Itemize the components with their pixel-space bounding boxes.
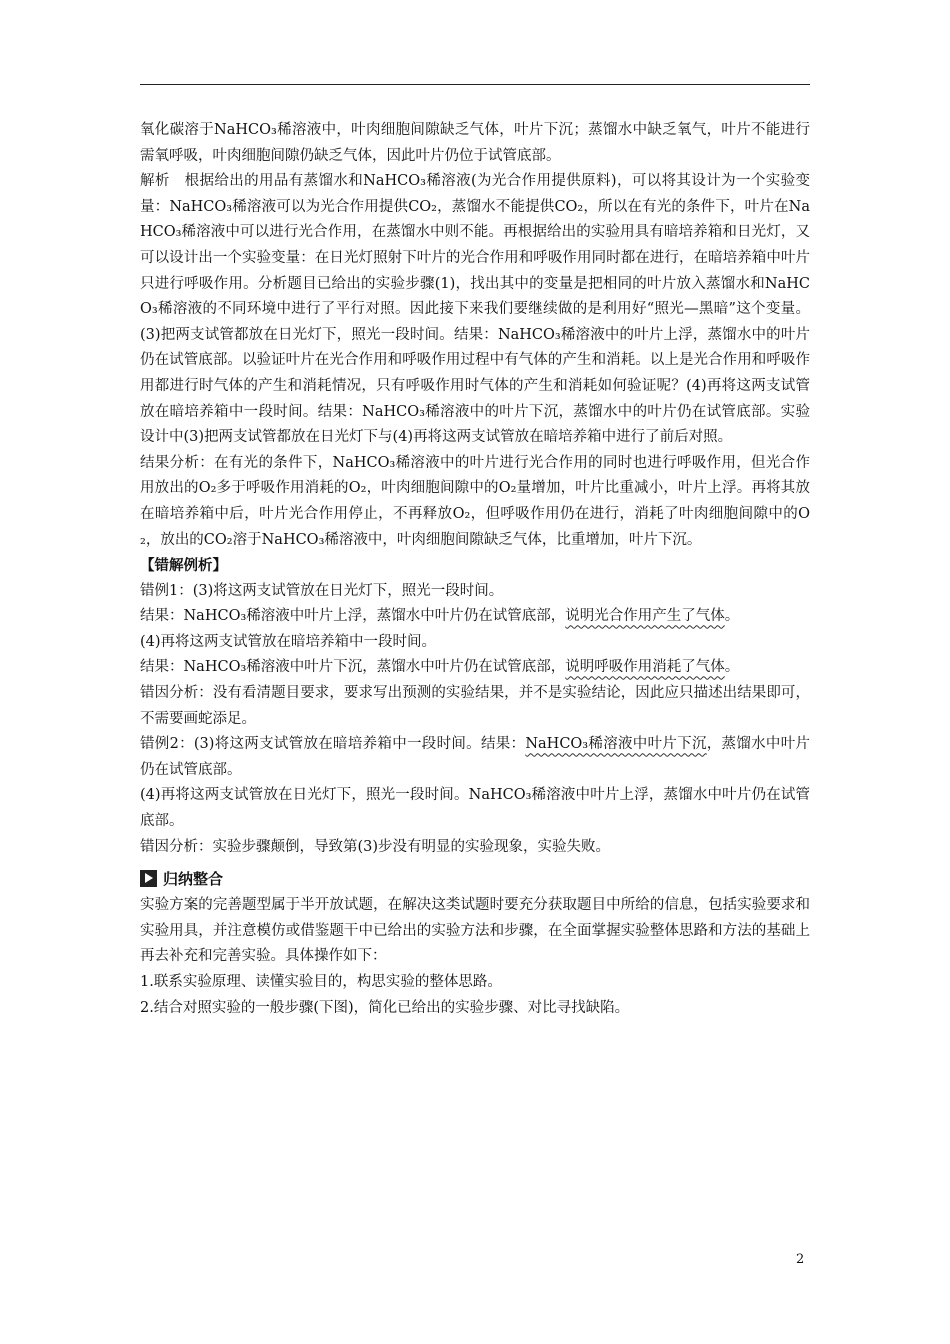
error-example-1-result-2 (140, 655, 810, 681)
example-text: 错例2：(3)将这两支试管放在暗培养箱中一段时间。结果： (140, 736, 526, 753)
answer-continuation: 氧化碳溶于NaHCO₃稀溶液中，叶肉细胞间隙缺乏气体，叶片下沉；蒸馏水中缺乏氧气，叶片不能进行需氧呼吸，叶肉细胞间隙仍缺乏气体，因此叶片仍位于试管底部。 (140, 122, 810, 164)
error-example-2-step4: (4)再将这两支试管放在日光灯下，照光一段时间。NaHCO₃稀溶液中叶片上浮，蒸馏水中叶片仍在试管底部。 (140, 787, 810, 830)
header-rule (140, 84, 810, 85)
analysis-paragraph: 解析 根据给出的用品有蒸馏水和NaHCO₃稀溶液(为光合作用提供原料)，可以将其设计为一个实验变量：NaHCO₃稀溶液可以为光合作用提供CO₂，蒸馏水不能提供CO₂，所以在有光的条件下，叶片在NaHCO₃稀溶液中可以进行光合作用，在蒸馏水中则不能。再根据给出的实验用具有暗培养箱和日光灯，又可以设计出一个实验变量：在日光灯照射下叶片的光合作用和呼吸作用同时都在进行，在暗培养箱中叶片只进行呼吸作用。分析题目已给出的实验步骤(1)，找出其中的变量是把相同的叶片放入蒸馏水和NaHCO₃稀溶液的不同环境中进行了平行对照。因此接下来我们要继续做的是利用好“照光—黑暗”这个变量。(3)把两支试管都放在日光灯下，照光一段时间。结果：NaHCO₃稀溶液中的叶片上浮，蒸馏水中的叶片仍在试管底部。以验证叶片在光合作用和呼吸作用过程中有气体的产生和消耗。以上是光合作用和呼吸作用都进行时气体的产生和消耗情况，只有呼吸作用时气体的产生和消耗如何验证呢？(4)再将这两支试管放在暗培养箱中一段时间。结果：NaHCO₃稀溶液中的叶片下沉，蒸馏水中的叶片仍在试管底部。实验设计中(3)把两支试管都放在日光灯下与(4)再将这两支试管放在暗培养箱中进行了前后对照。 (140, 173, 810, 446)
error-example-1-step4: (4)再将这两支试管放在暗培养箱中一段时间。 (140, 633, 437, 650)
error-example-1: 错例1：(3)将这两支试管放在日光灯下，照光一段时间。 (140, 582, 504, 599)
wavy-underlined-result: NaHCO₃稀溶液中叶片下沉 (525, 736, 707, 753)
error-example-2 (140, 732, 810, 783)
wavy-underlined-conclusion: 说明呼吸作用消耗了气体 (565, 659, 725, 676)
result-end: 。 (724, 659, 740, 676)
result-end: 。 (724, 608, 740, 625)
summary-heading-label: 归纳整合 (163, 870, 224, 889)
page-number: 2 (796, 1252, 805, 1267)
summary-item-2: 2.结合对照实验的一般步骤(下图)，简化已给出的实验步骤、对比寻找缺陷。 (140, 999, 630, 1016)
result-text: 结果：NaHCO₃稀溶液中叶片下沉，蒸馏水中叶片仍在试管底部， (140, 659, 566, 676)
summary-heading (140, 868, 810, 889)
document-body (140, 118, 810, 1021)
wavy-underlined-conclusion: 说明光合作用产生了气体 (565, 608, 725, 625)
error-cause-2: 错因分析：实验步骤颠倒，导致第(3)步没有明显的实验现象，实验失败。 (140, 838, 611, 855)
error-section-title: 【错解例析】 (140, 557, 227, 575)
summary-item-1: 1.联系实验原理、读懂实验目的，构思实验的整体思路。 (140, 974, 502, 990)
error-cause-1: 错因分析：没有看清题目要求，要求写出预测的实验结果，并不是实验结论，因此应只描述出结果即可，不需要画蛇添足。 (140, 685, 810, 727)
error-example-1-result (140, 604, 810, 630)
play-triangle-icon (140, 870, 157, 887)
result-text: 结果：NaHCO₃稀溶液中叶片上浮，蒸馏水中叶片仍在试管底部， (140, 608, 566, 625)
result-analysis-paragraph: 结果分析：在有光的条件下，NaHCO₃稀溶液中的叶片进行光合作用的同时也进行呼吸作用，但光合作用放出的O₂多于呼吸作用消耗的O₂，叶肉细胞间隙中的O₂量增加，叶片比重减小，叶片上浮。再将其放在暗培养箱中后，叶片光合作用停止，不再释放O₂，但呼吸作用仍在进行，消耗了叶肉细胞间隙中的O₂，放出的CO₂溶于NaHCO₃稀溶液中，叶肉细胞间隙缺乏气体，比重增加，叶片下沉。 (140, 454, 810, 548)
example-text-end: ，蒸馏水中叶片仍在试管底部。 (140, 736, 810, 778)
summary-intro: 实验方案的完善题型属于半开放试题，在解决这类试题时要充分获取题目中所给的信息，包括实验要求和实验用具，并注意模仿或借鉴题干中已给出的实验方法和步骤，在全面掌握实验整体思路和方法的基础上再去补充和完善实验。具体操作如下： (140, 897, 810, 965)
